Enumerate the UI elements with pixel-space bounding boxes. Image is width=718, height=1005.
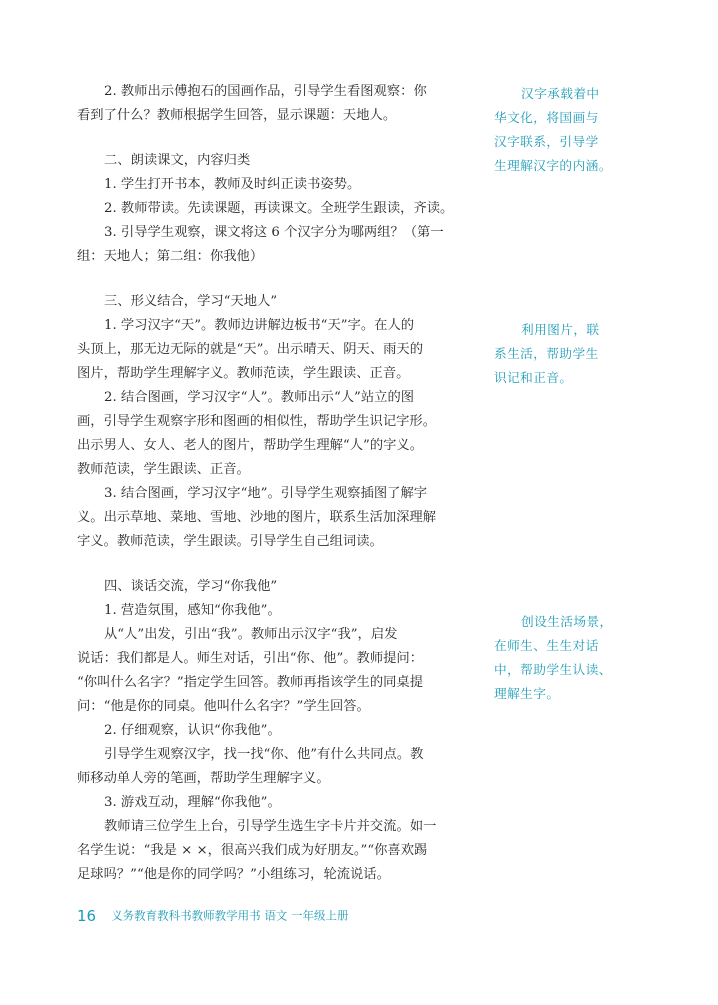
body-line: 字义。教师范读，学生跟读。引导学生自己组词读。 bbox=[77, 534, 383, 549]
body-line: 3. 结合图画，学习汉字“地”。引导学生观察插图了解字 bbox=[104, 486, 428, 501]
body-line: 图片，帮助学生理解字义。教师范读，学生跟读、正音。 bbox=[77, 366, 410, 381]
body-line: 师移动单人旁的笔画，帮助学生理解字义。 bbox=[77, 771, 330, 786]
note-line: 中，帮助学生认读、 bbox=[494, 662, 612, 677]
margin-note-3 bbox=[494, 610, 634, 706]
body-line: 引导学生观察汉字，找一找“你、他”有什么共同点。教 bbox=[104, 747, 424, 762]
note-line: 汉字承载着中 bbox=[521, 86, 600, 101]
body-line: 1. 学习汉字“天”。教师边讲解边板书“天”字。在人的 bbox=[104, 318, 415, 333]
body-line: 3. 游戏互动，理解“你我他”。 bbox=[104, 795, 281, 810]
note-line: 利用图片，联 bbox=[521, 322, 600, 337]
body-line: 教师范读，学生跟读、正音。 bbox=[77, 462, 250, 477]
body-line: 3. 引导学生观察，课文将这 6 个汉字分为哪两组？（第一 bbox=[104, 225, 444, 240]
page-number: 16 bbox=[77, 906, 97, 925]
section-heading: 四、谈话交流，学习“你我他” bbox=[104, 579, 278, 594]
body-line: “你叫什么名字？”指定学生回答。教师再指该学生的同桌提 bbox=[77, 675, 424, 690]
lesson-plan-body bbox=[77, 80, 455, 887]
body-line: 2. 结合图画，学习汉字“人”。教师出示“人”站立的图 bbox=[104, 390, 415, 405]
note-line: 生理解汉字的内涵。 bbox=[494, 158, 612, 173]
margin-note-1 bbox=[494, 82, 634, 178]
note-line: 华文化，将国画与 bbox=[494, 110, 599, 125]
body-line: 1. 学生打开书本，教师及时纠正读书姿势。 bbox=[104, 177, 361, 192]
note-line: 创设生活场景， bbox=[521, 614, 613, 629]
body-line: 从“人”出发，引出“我”。教师出示汉字“我”，启发 bbox=[104, 627, 398, 642]
body-line: 2. 教师出示傅抱石的国画作品，引导学生看图观察：你 bbox=[104, 84, 427, 99]
body-line: 教师请三位学生上台，引导学生选生字卡片并交流。如一 bbox=[104, 819, 437, 834]
note-line: 在师生、生生对话 bbox=[494, 638, 599, 653]
section-heading: 二、朗读课文，内容归类 bbox=[104, 153, 251, 168]
note-line: 系生活，帮助学生 bbox=[494, 346, 599, 361]
body-line: 1. 营造氛围，感知“你我他”。 bbox=[104, 603, 281, 618]
section-heading: 三、形义结合，学习“天地人” bbox=[104, 294, 278, 309]
body-line: 看到了什么？教师根据学生回答，显示课题：天地人。 bbox=[77, 108, 397, 123]
body-line: 义。出示草地、菜地、雪地、沙地的图片，联系生活加深理解 bbox=[77, 510, 437, 525]
body-line: 2. 教师带读。先读课题，再读课文。全班学生跟读，齐读。 bbox=[104, 201, 454, 216]
margin-note-2 bbox=[494, 318, 634, 390]
note-line: 汉字联系，引导学 bbox=[494, 134, 599, 149]
body-line: 说话：我们都是人。师生对话，引出“你、他”。教师提问： bbox=[77, 651, 424, 666]
body-line: 头顶上，那无边无际的就是“天”。出示晴天、阴天、雨天的 bbox=[77, 342, 424, 357]
body-line: 足球吗？”“他是你的同学吗？”小组练习，轮流说话。 bbox=[77, 867, 390, 882]
body-line: 问：“他是你的同桌。他叫什么名字？”学生回答。 bbox=[77, 699, 370, 714]
body-line: 出示男人、女人、老人的图片，帮助学生理解“人”的字义。 bbox=[77, 438, 424, 453]
body-line: 画，引导学生观察字形和图画的相似性，帮助学生识记字形。 bbox=[77, 414, 437, 429]
body-line: 名学生说：“我是 × ×，很高兴我们成为好朋友。”“你喜欢踢 bbox=[77, 843, 428, 858]
note-line: 理解生字。 bbox=[494, 686, 560, 701]
body-line: 组：天地人；第二组：你我他） bbox=[77, 249, 264, 264]
body-line: 2. 仔细观察，认识“你我他”。 bbox=[104, 723, 281, 738]
note-line: 识记和正音。 bbox=[494, 370, 573, 385]
book-title: 义务教育教科书教师教学用书 语文 一年级上册 bbox=[111, 908, 349, 923]
page-footer bbox=[77, 905, 349, 925]
